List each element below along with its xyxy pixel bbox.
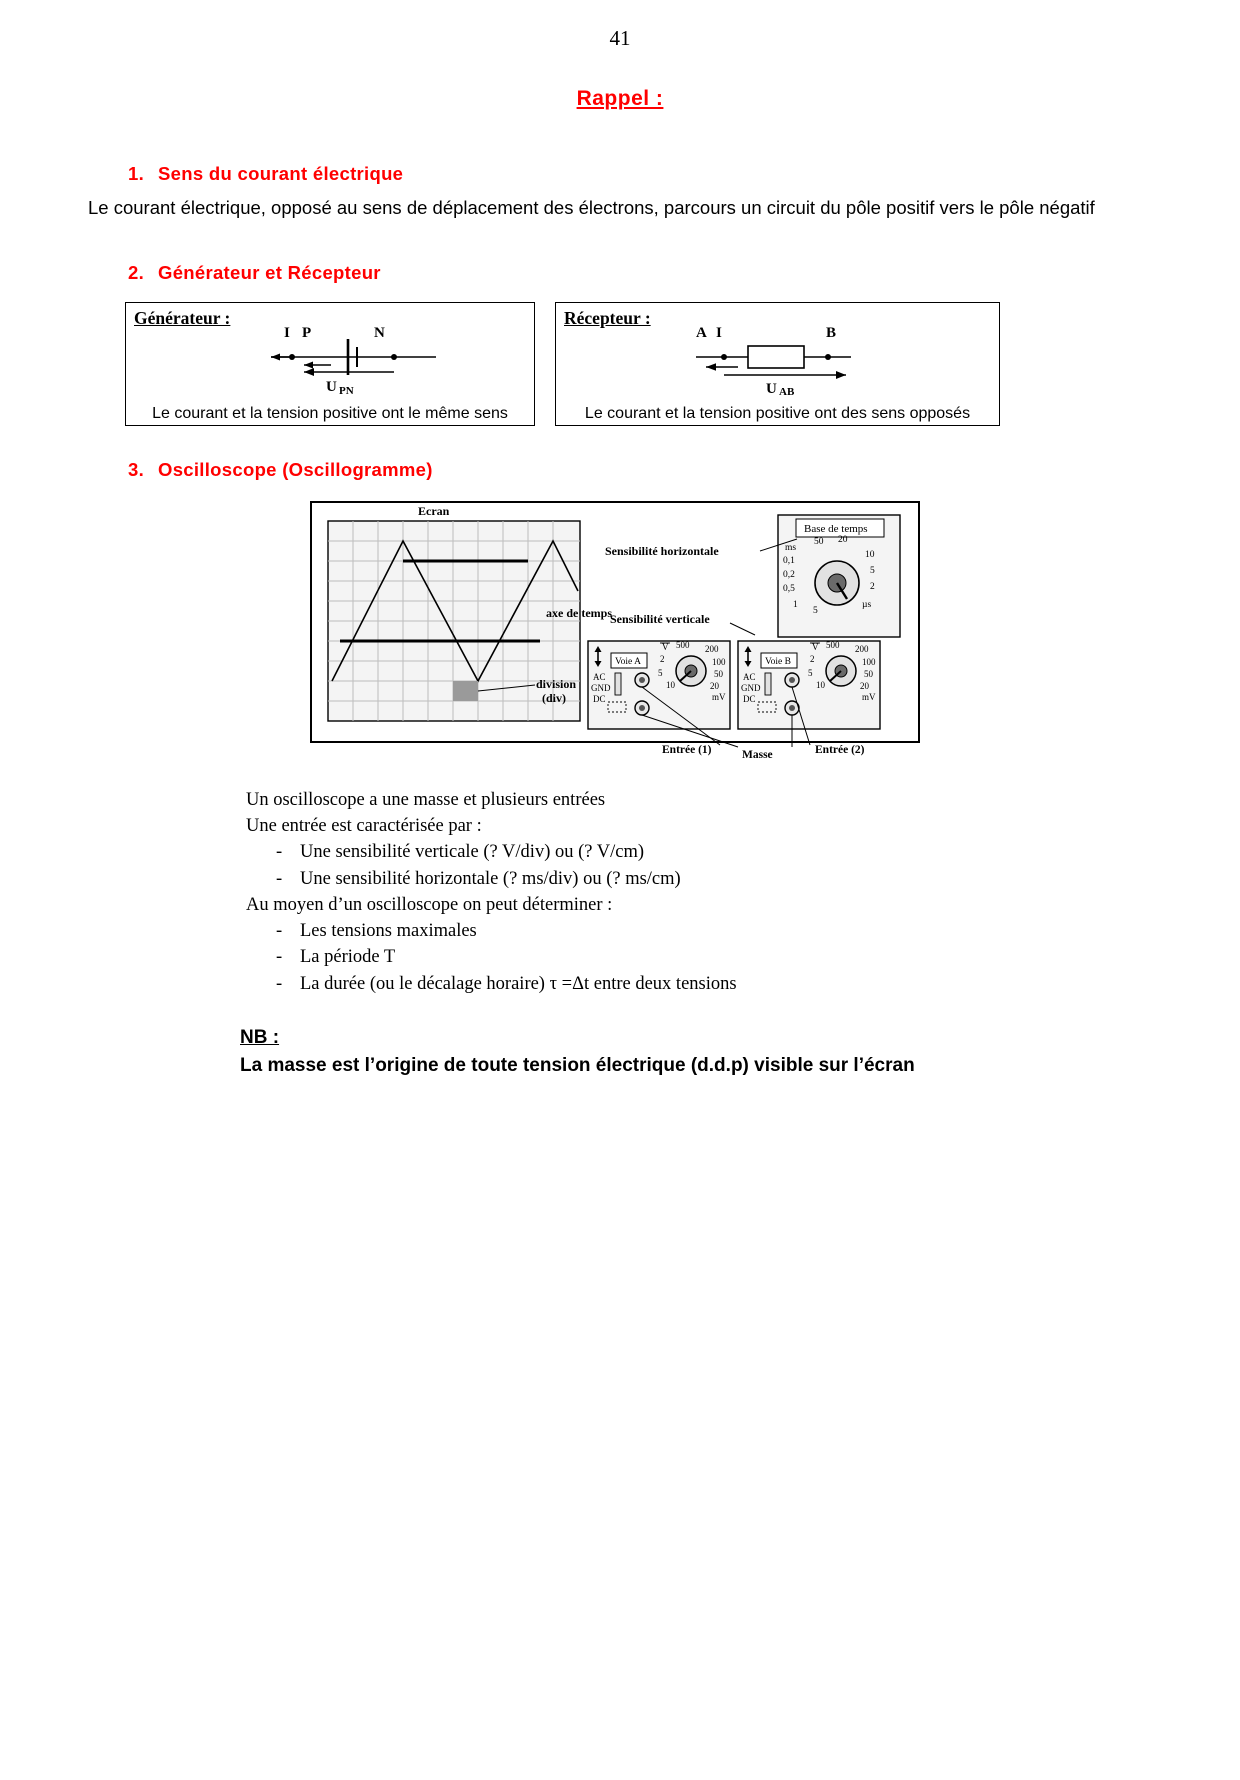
svg-text:ms: ms (785, 542, 797, 553)
page-number: 41 (609, 26, 631, 50)
generator-label: Générateur : (134, 307, 231, 328)
svg-text:0,1: 0,1 (783, 555, 795, 566)
svg-text:2: 2 (870, 581, 875, 592)
svg-text:I: I (284, 324, 290, 341)
svg-text:1: 1 (793, 599, 798, 610)
svg-text:Entrée (1): Entrée (1) (662, 743, 712, 756)
generator-receiver-row (125, 302, 1240, 426)
svg-text:20: 20 (838, 534, 848, 545)
section-number-2: 2. (128, 261, 145, 283)
svg-text:mV: mV (712, 691, 726, 702)
svg-text:20: 20 (860, 680, 869, 691)
section-title-2: Générateur et Récepteur (158, 261, 381, 283)
list-item: - Les tensions maximales (300, 918, 1240, 944)
svg-text:Entrée (2): Entrée (2) (815, 743, 865, 756)
receiver-caption: Le courant et la tension positive ont des sens opposés (584, 404, 971, 422)
svg-text:Sensibilité horizontale: Sensibilité horizontale (605, 543, 719, 558)
desc-bullets-2 (246, 918, 1240, 997)
svg-text:axe de temps: axe de temps (546, 605, 612, 620)
list-item: - La durée (ou le décalage horaire) τ =Δt entre deux tensions (300, 971, 1240, 997)
svg-text:AC: AC (593, 671, 606, 682)
nb-text: La masse est l’origine de toute tension électrique (d.d.p) visible sur l’écran (240, 1054, 915, 1076)
svg-text:U: U (766, 380, 777, 395)
svg-text:Ecran: Ecran (418, 503, 450, 518)
section-heading-2 (128, 262, 1240, 284)
svg-text:U: U (326, 378, 337, 395)
receiver-box (555, 302, 1000, 426)
svg-text:50: 50 (864, 668, 873, 679)
list-item: - La période T (300, 944, 1240, 970)
oscilloscope-figure (310, 495, 930, 765)
receiver-label: Récepteur : (564, 307, 651, 328)
svg-text:5: 5 (870, 565, 875, 576)
svg-text:500: 500 (676, 639, 690, 650)
receiver-circuit-diagram (556, 325, 999, 395)
svg-text:PN: PN (339, 384, 354, 395)
svg-text:Voie A: Voie A (615, 656, 641, 667)
svg-text:I: I (716, 324, 722, 341)
svg-text:GND: GND (741, 682, 761, 693)
svg-text:Voie B: Voie B (765, 656, 791, 667)
desc-bullets-1 (246, 839, 1240, 892)
svg-text:20: 20 (710, 680, 719, 691)
svg-text:B: B (826, 324, 837, 341)
svg-text:10: 10 (666, 679, 675, 690)
generator-caption: Le courant et la tension positive ont le même sens (152, 404, 508, 422)
svg-text:50: 50 (814, 536, 824, 547)
svg-text:AC: AC (743, 671, 756, 682)
svg-text:500: 500 (826, 639, 840, 650)
svg-text:DC: DC (593, 693, 606, 704)
section-1-paragraph: Le courant électrique, opposé au sens de déplacement des électrons, parcours un circuit du pôle positif vers le pôle négatif (88, 197, 1095, 218)
section-heading-1 (128, 163, 1240, 185)
svg-text:10: 10 (816, 679, 825, 690)
svg-text:5: 5 (658, 667, 663, 678)
svg-text:GND: GND (591, 682, 611, 693)
svg-text:2: 2 (660, 653, 665, 664)
svg-text:N: N (374, 324, 385, 341)
desc-line-3: Au moyen d’un oscilloscope on peut déterminer : (246, 894, 613, 915)
svg-text:V: V (662, 641, 669, 652)
svg-text:mV: mV (862, 691, 876, 702)
svg-text:P: P (302, 324, 312, 341)
section-number-3: 3. (128, 458, 145, 480)
svg-text:200: 200 (705, 643, 719, 654)
svg-text:Sensibilité verticale: Sensibilité verticale (610, 611, 710, 626)
svg-text:DC: DC (743, 693, 756, 704)
svg-text:0,2: 0,2 (783, 569, 795, 580)
svg-text:µs: µs (862, 599, 872, 610)
svg-text:Base de temps: Base de temps (804, 522, 868, 535)
generator-circuit-diagram (126, 325, 534, 395)
svg-text:100: 100 (862, 656, 876, 667)
svg-text:100: 100 (712, 656, 726, 667)
section-number-1: 1. (128, 163, 145, 184)
svg-text:5: 5 (808, 667, 813, 678)
svg-text:0,5: 0,5 (783, 583, 795, 594)
desc-line-2: Une entrée est caractérisée par : (246, 816, 482, 837)
svg-text:10: 10 (865, 549, 875, 560)
svg-text:V: V (812, 641, 819, 652)
section-title-3: Oscilloscope (Oscillogramme) (158, 458, 433, 480)
svg-text:5: 5 (813, 605, 818, 616)
oscilloscope-description (246, 787, 1240, 997)
nb-heading: NB : (240, 1026, 280, 1048)
svg-text:2: 2 (810, 653, 815, 664)
svg-text:division: division (536, 676, 577, 691)
svg-text:Masse: Masse (742, 748, 773, 761)
svg-text:(div): (div) (542, 690, 566, 705)
svg-text:200: 200 (855, 643, 869, 654)
list-item: - Une sensibilité horizontale (? ms/div) ou (? ms/cm) (300, 866, 1240, 892)
section-heading-3 (128, 459, 1240, 481)
svg-text:50: 50 (714, 668, 723, 679)
svg-text:AB: AB (779, 385, 795, 395)
section-title-1: Sens du courant électrique (158, 163, 404, 184)
page-title: Rappel : (576, 87, 664, 110)
list-item: - Une sensibilité verticale (? V/div) ou (? V/cm) (300, 839, 1240, 865)
document-page (0, 26, 1240, 1780)
generator-box (125, 302, 535, 426)
desc-line-1: Un oscilloscope a une masse et plusieurs entrées (246, 789, 606, 810)
svg-text:A: A (696, 324, 707, 341)
